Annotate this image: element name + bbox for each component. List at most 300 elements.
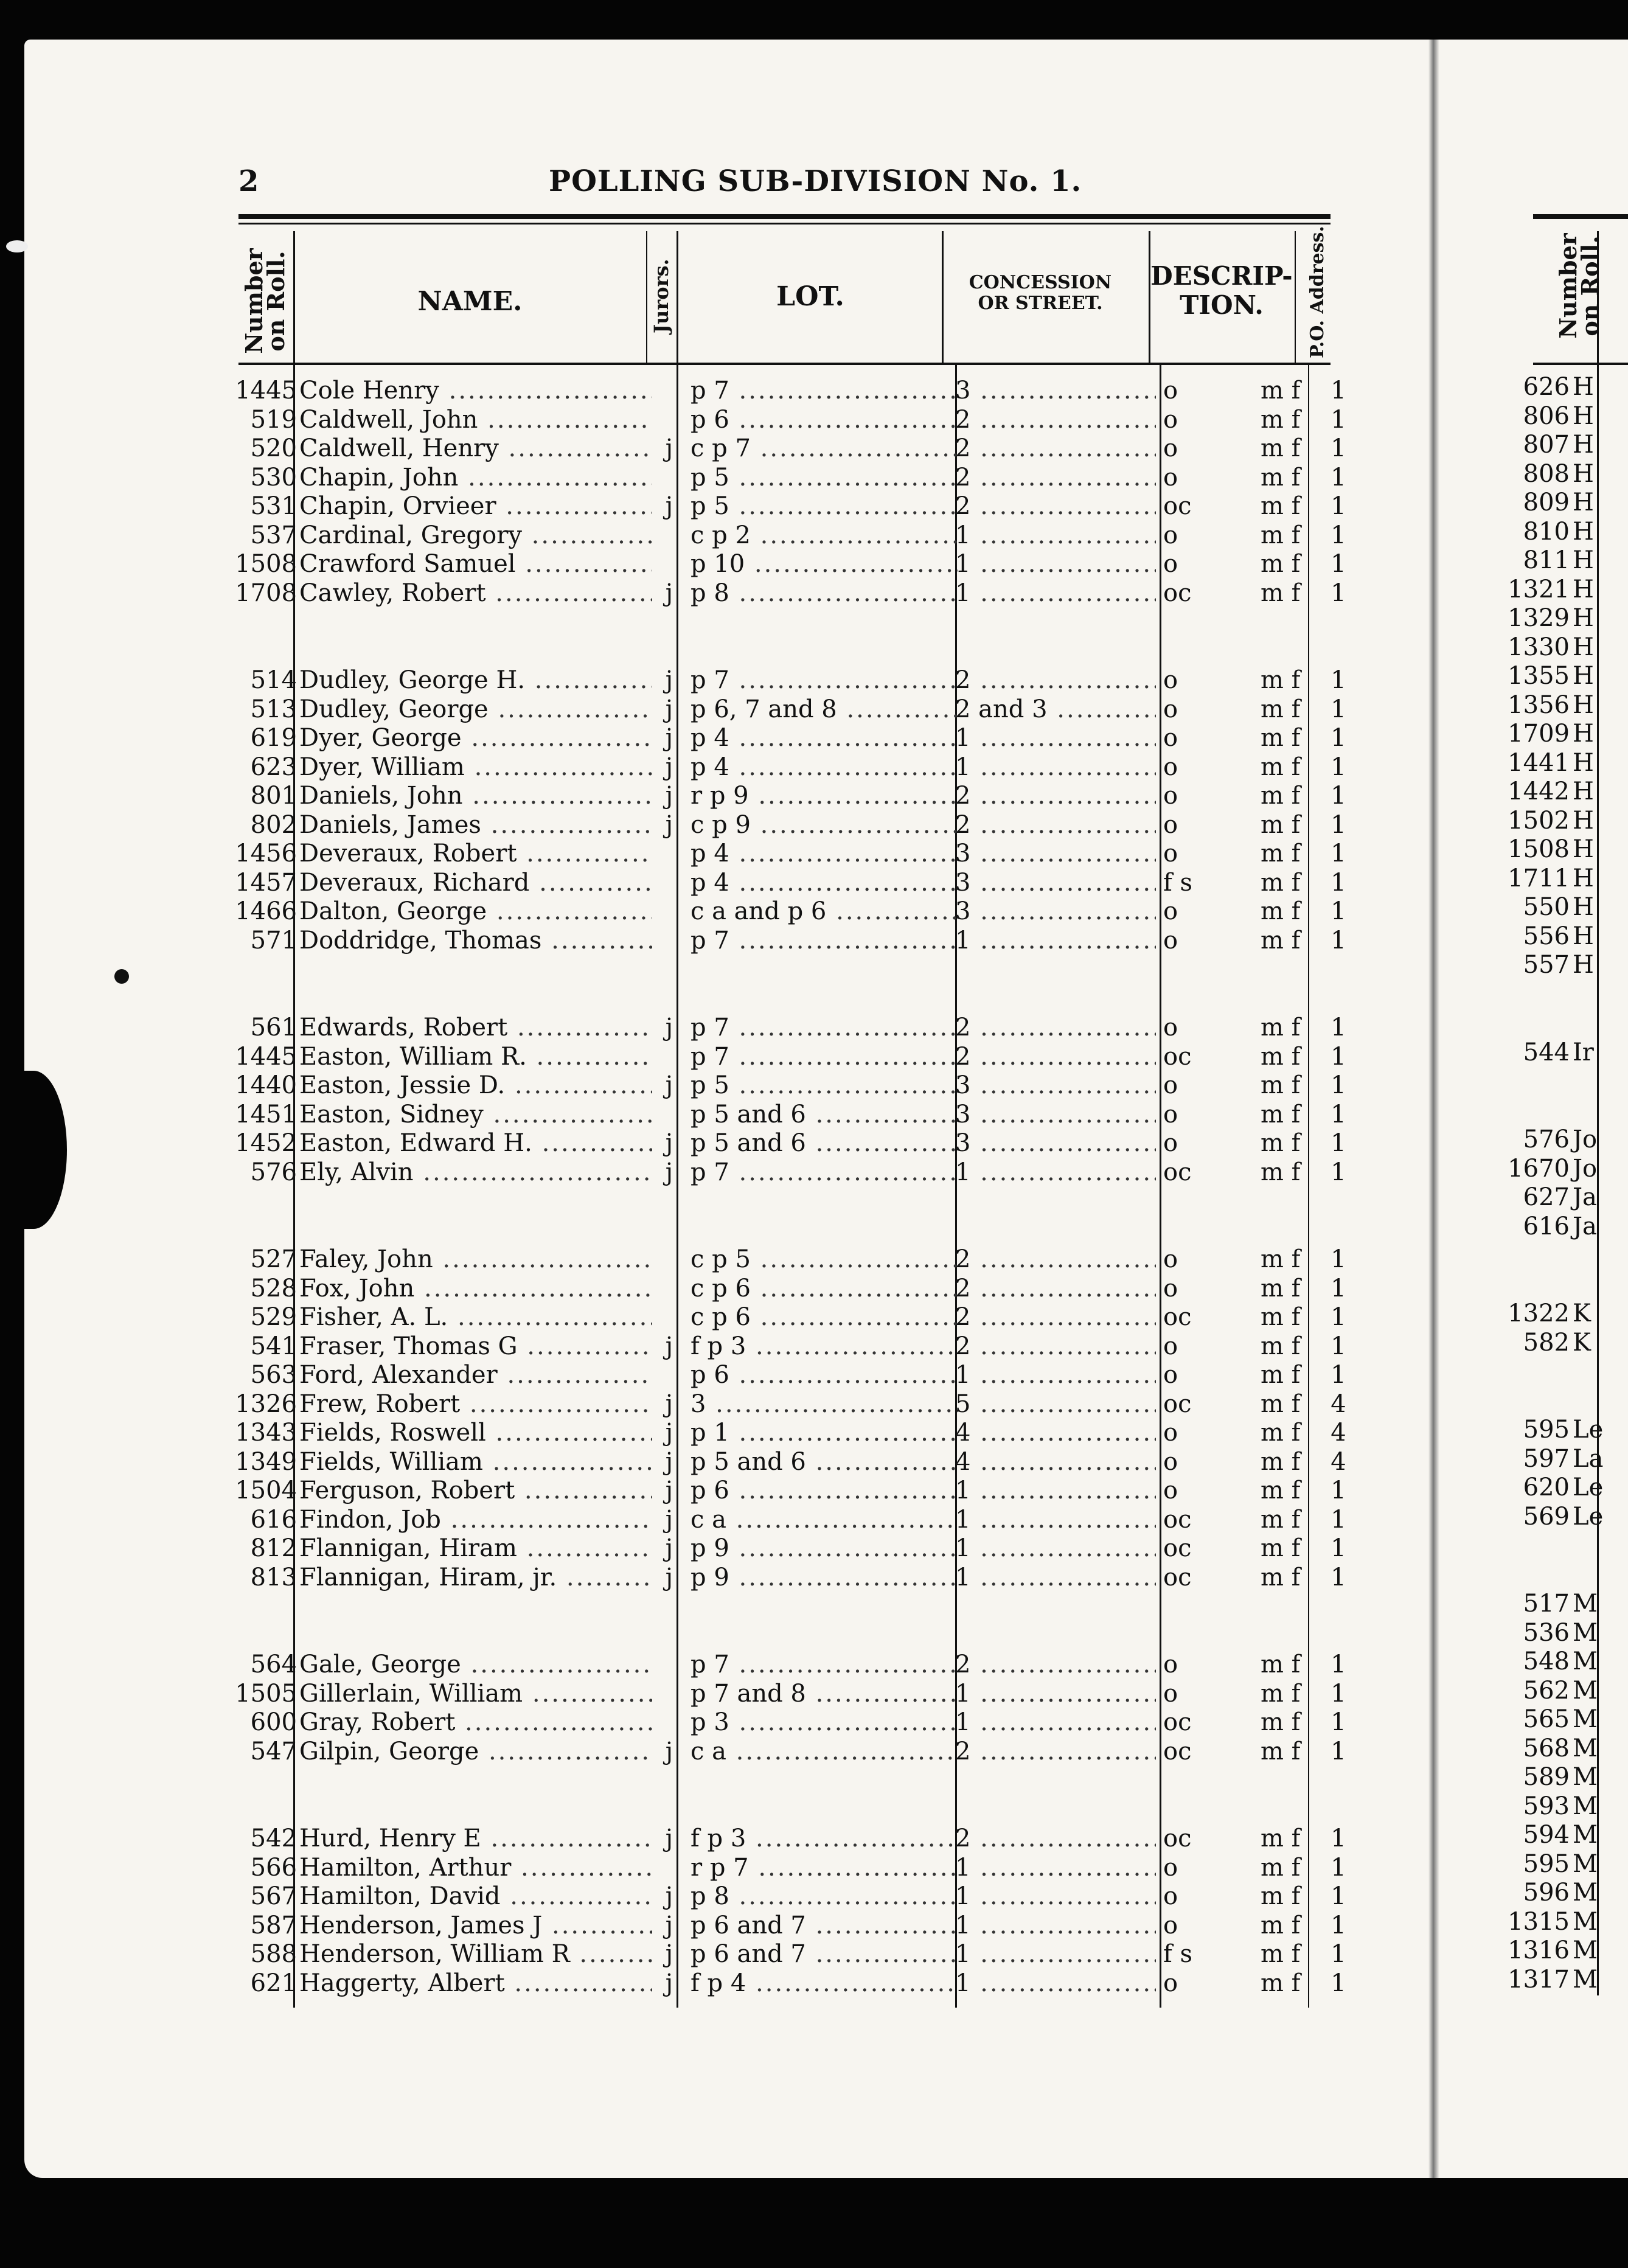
description-mf: m f [1261,1824,1301,1852]
description-code: o [1163,434,1178,462]
lot: c p 6 ..... [691,1303,958,1332]
concession: 1 ..... [955,1679,1156,1708]
po-address: 1 [1331,521,1346,549]
juror-mark: j [665,695,673,723]
description-code: oc [1163,1708,1192,1736]
table-row [0,1939,1399,1969]
description-mf: m f [1261,1737,1301,1765]
roll-number: 595 [1523,1416,1570,1444]
roll-number: 587 [250,1911,297,1939]
description-code: oc [1163,1505,1192,1534]
description-code: o [1163,1245,1178,1273]
table-row [0,1708,1399,1737]
voter-name: Haggerty, Albert ..... [299,1969,652,1998]
po-address: 1 [1331,1071,1346,1099]
roll-number: 548 [1523,1647,1570,1675]
roll-number: 1502 [1508,806,1570,835]
description-code: o [1163,1679,1178,1708]
right-table-row [1436,892,1628,922]
roll-number: 1456 [235,840,297,868]
po-address: 1 [1331,1651,1346,1678]
roll-number: 807 [1523,431,1570,459]
right-table-row [1436,1183,1628,1212]
voter-name: Fields, Roswell ..... [299,1418,652,1447]
po-address: 1 [1331,1824,1346,1852]
roll-number: 1317 [1508,1965,1570,1994]
lot: c p 9 ..... [691,810,958,840]
table-row [0,1013,1399,1042]
juror-mark: j [665,1563,673,1591]
description-mf: m f [1261,782,1301,810]
roll-number: 566 [250,1853,297,1882]
description-mf: m f [1261,1274,1301,1303]
roll-number: 582 [1523,1328,1570,1357]
concession: 1 ..... [955,926,1156,955]
table-row [0,434,1399,463]
voter-name-partial: H [1573,431,1594,459]
description-code: oc [1163,492,1192,520]
juror-mark: j [665,1737,673,1765]
right-table-row [1436,1647,1628,1676]
concession: 2 ..... [955,1824,1156,1853]
lot: p 7 ..... [691,1013,958,1042]
lot: p 6 ..... [691,405,958,434]
voter-name-partial: M [1573,1792,1598,1820]
lot: p 7 ..... [691,1650,958,1679]
lot: c p 6 ..... [691,1274,958,1303]
lot: f p 3 ..... [691,1824,958,1853]
roll-number: 556 [1523,922,1570,950]
voter-name: Deveraux, Robert ..... [299,839,652,868]
voter-name: Easton, Sidney ..... [299,1100,652,1129]
right-table-row [1436,1618,1628,1647]
concession: 1 ..... [955,1853,1156,1882]
concession: 1 ..... [955,1360,1156,1390]
description-code: o [1163,1332,1178,1360]
voter-name: Hamilton, David ..... [299,1882,652,1911]
description-code: o [1163,1911,1178,1939]
roll-number: 801 [250,782,297,810]
voter-name: Frew, Robert ..... [299,1390,652,1419]
voter-name-partial: H [1573,690,1594,719]
col-header-po-address: P.O. Address. [1307,226,1328,358]
voter-name: Deveraux, Richard ..... [299,868,652,897]
voter-name: Fox, John ..... [299,1274,652,1303]
right-table-row [1436,1936,1628,1965]
roll-number: 812 [250,1534,297,1562]
description-mf: m f [1261,897,1301,925]
concession: 3 ..... [955,1100,1156,1129]
lot: c p 5 ..... [691,1245,958,1274]
table-row [0,868,1399,897]
juror-mark: j [665,1940,673,1968]
concession: 1 ..... [955,1534,1156,1563]
right-table-row [1436,1589,1628,1618]
description-code: o [1163,695,1178,723]
roll-number: 597 [1523,1444,1570,1473]
voter-name: Hamilton, Arthur ..... [299,1853,652,1882]
voter-name: Edwards, Robert ..... [299,1013,652,1042]
roll-number: 595 [1523,1849,1570,1878]
po-address: 1 [1331,1158,1346,1186]
po-address: 1 [1331,926,1346,955]
description-mf: m f [1261,1477,1301,1504]
description-mf: m f [1261,1419,1301,1447]
po-address: 1 [1331,550,1346,578]
table-row [0,1505,1399,1534]
roll-number: 1711 [1508,864,1570,892]
right-table-row [1436,1125,1628,1154]
voter-name: Fisher, A. L. ..... [299,1303,652,1332]
description-code: o [1163,897,1178,925]
voter-name-partial: M [1573,1849,1598,1878]
roll-number: 589 [1523,1763,1570,1791]
po-address: 1 [1331,1853,1346,1882]
table-row [0,695,1399,724]
voter-name-partial: H [1573,951,1594,979]
table-row [0,1360,1399,1390]
description-code: o [1163,405,1178,434]
juror-mark: j [665,724,673,752]
voter-name-partial: Ja [1573,1183,1597,1211]
roll-number: 571 [250,926,297,955]
description-code: o [1163,1014,1178,1042]
concession: 2 ..... [955,405,1156,434]
voter-name-partial: K [1573,1299,1591,1327]
voter-name: Flannigan, Hiram, jr. ..... [299,1563,652,1592]
po-address: 1 [1331,492,1346,520]
voter-name-partial: H [1573,546,1594,574]
page-title: POLLING SUB-DIVISION No. 1. [549,164,1082,198]
voter-name-partial: M [1573,1590,1598,1618]
roll-number: 557 [1523,951,1570,979]
roll-number: 1445 [235,1042,297,1071]
table-row [0,1303,1399,1332]
description-mf: m f [1261,521,1301,549]
right-table-row [1436,748,1628,777]
description-code: o [1163,1129,1178,1157]
description-code: o [1163,782,1178,810]
concession: 4 ..... [955,1418,1156,1447]
description-mf: m f [1261,1853,1301,1882]
po-address: 4 [1331,1390,1346,1418]
concession: 3 ..... [955,1129,1156,1158]
roll-number: 621 [250,1969,297,1997]
roll-number: 1349 [235,1447,297,1476]
po-address: 4 [1331,1447,1346,1476]
roll-number: 547 [250,1737,297,1765]
po-address: 1 [1331,1100,1346,1129]
right-table-row [1436,777,1628,806]
right-table-row [1436,1820,1628,1849]
po-address: 1 [1331,1534,1346,1562]
roll-number: 542 [250,1824,297,1852]
table-row [0,1911,1399,1940]
description-code: o [1163,810,1178,839]
voter-name: Dudley, George ..... [299,695,652,724]
roll-number: 1452 [235,1129,297,1157]
concession: 2 ..... [955,1274,1156,1303]
voter-name-partial: M [1573,1734,1598,1762]
right-table-row [1436,1965,1628,1994]
table-row [0,781,1399,810]
right-col-header-number: Number on Roll. [1554,233,1604,339]
po-address: 1 [1331,724,1346,752]
lot: f p 3 ..... [691,1332,958,1361]
right-table-row [1436,1444,1628,1473]
voter-name: Dalton, George ..... [299,897,652,926]
header-rule-thin [238,223,1331,224]
concession: 1 ..... [955,1505,1156,1534]
po-address: 1 [1331,377,1346,405]
lot: p 8 ..... [691,1882,958,1911]
table-row [0,1737,1399,1766]
roll-number: 1670 [1508,1154,1570,1183]
roll-number: 517 [1523,1590,1570,1618]
concession: 1 ..... [955,1158,1156,1187]
juror-mark: j [665,1014,673,1042]
voter-name: Chapin, Orvieer ..... [299,492,652,521]
po-address: 1 [1331,666,1346,694]
roll-number: 1326 [235,1390,297,1418]
concession: 1 ..... [955,579,1156,608]
table-row [0,579,1399,608]
roll-number: 1441 [1508,748,1570,777]
table-row [0,1476,1399,1505]
right-table-row [1436,1502,1628,1531]
concession: 2 ..... [955,1737,1156,1766]
voter-name: Cole Henry ..... [299,376,652,405]
right-table-row [1436,719,1628,748]
right-table-row [1436,517,1628,546]
description-code: o [1163,1274,1178,1303]
description-mf: m f [1261,1563,1301,1591]
col-divider [646,231,647,365]
voter-name: Fraser, Thomas G ..... [299,1332,652,1361]
description-mf: m f [1261,1071,1301,1099]
lot: 3 ..... [691,1390,958,1419]
juror-mark: j [665,1158,673,1186]
right-table-row [1436,402,1628,431]
concession: 3 ..... [955,868,1156,897]
juror-mark: j [665,1071,673,1099]
table-row [0,463,1399,492]
description-code: o [1163,1651,1178,1678]
po-address: 1 [1331,579,1346,607]
roll-number: 1356 [1508,690,1570,719]
roll-number: 813 [250,1563,297,1591]
roll-number: 519 [250,405,297,434]
table-row [0,1418,1399,1447]
voter-name-partial: H [1573,633,1594,661]
roll-number: 1330 [1508,633,1570,661]
description-code: o [1163,1853,1178,1882]
description-code: o [1163,840,1178,868]
lot: p 4 ..... [691,868,958,897]
concession: 5 ..... [955,1390,1156,1419]
voter-name: Faley, John ..... [299,1245,652,1274]
lot: r p 7 ..... [691,1853,958,1882]
po-address: 1 [1331,1361,1346,1389]
po-address: 1 [1331,1477,1346,1504]
description-code: o [1163,1071,1178,1099]
voter-name: Flannigan, Hiram ..... [299,1534,652,1563]
description-mf: m f [1261,579,1301,607]
voter-name-partial: H [1573,489,1594,517]
right-table-row [1436,1878,1628,1907]
voter-name-partial: M [1573,1936,1598,1964]
po-address: 1 [1331,405,1346,434]
concession: 1 ..... [955,1563,1156,1592]
lot: p 6, 7 and 8 ..... [691,695,958,724]
voter-name: Doddridge, Thomas ..... [299,926,652,955]
table-row [0,897,1399,926]
concession: 2 ..... [955,1332,1156,1361]
lot: p 6 ..... [691,1360,958,1390]
po-address: 1 [1331,1303,1346,1331]
roll-number: 1329 [1508,604,1570,632]
description-code: oc [1163,1737,1192,1765]
concession: 3 ..... [955,376,1156,405]
voter-name: Dyer, William ..... [299,753,652,782]
po-address: 1 [1331,753,1346,781]
roll-number: 513 [250,695,297,723]
description-mf: m f [1261,1303,1301,1331]
juror-mark: j [665,1447,673,1476]
description-mf: m f [1261,1129,1301,1157]
concession: 3 ..... [955,897,1156,926]
roll-number: 810 [1523,517,1570,546]
table-row [0,723,1399,753]
voter-name: Henderson, James J ..... [299,1911,652,1940]
right-table-row [1436,1473,1628,1502]
voter-name: Ely, Alvin ..... [299,1158,652,1187]
roll-number: 1442 [1508,777,1570,805]
lot: p 5 ..... [691,463,958,492]
roll-number: 1315 [1508,1907,1570,1936]
voter-name-partial: M [1573,1965,1598,1994]
table-row [0,1969,1399,1998]
voter-name: Cardinal, Gregory ..... [299,521,652,550]
description-code: o [1163,1882,1178,1910]
description-code: o [1163,1447,1178,1476]
right-table-row [1436,430,1628,459]
lot: c p 7 ..... [691,434,958,463]
col-header-description: DESCRIP- TION. [1150,261,1293,320]
po-address: 1 [1331,868,1346,897]
col-divider [1295,231,1296,365]
description-mf: m f [1261,1158,1301,1186]
table-row [0,521,1399,550]
po-address: 1 [1331,1563,1346,1591]
po-address: 1 [1331,810,1346,839]
description-mf: m f [1261,1390,1301,1418]
concession: 2 ..... [955,1042,1156,1071]
right-table-row [1436,372,1628,402]
roll-number: 544 [1523,1038,1570,1066]
description-mf: m f [1261,695,1301,723]
description-mf: m f [1261,868,1301,897]
concession: 1 ..... [955,1882,1156,1911]
voter-name-partial: H [1573,720,1594,748]
voter-name: Dyer, George ..... [299,723,652,753]
roll-number: 564 [250,1651,297,1678]
po-address: 1 [1331,897,1346,925]
lot: p 6 and 7 ..... [691,1911,958,1940]
col-header-number: Number on Roll. [240,248,290,354]
juror-mark: j [665,1969,673,1997]
voter-name-partial: M [1573,1879,1598,1907]
roll-number: 537 [250,521,297,549]
voter-name: Hurd, Henry E ..... [299,1824,652,1853]
table-row [0,1129,1399,1158]
po-address: 1 [1331,1042,1346,1071]
description-code: oc [1163,579,1192,607]
description-mf: m f [1261,926,1301,955]
roll-number: 588 [250,1940,297,1968]
voter-name: Easton, Edward H. ..... [299,1129,652,1158]
po-address: 1 [1331,1274,1346,1303]
roll-number: 569 [1523,1502,1570,1531]
roll-number: 563 [250,1361,297,1389]
right-table-row [1436,1792,1628,1821]
roll-number: 809 [1523,489,1570,517]
table-row [0,1882,1399,1911]
po-address: 1 [1331,1505,1346,1534]
lot: p 7 and 8 ..... [691,1679,958,1708]
lot: p 7 ..... [691,1158,958,1187]
juror-mark: j [665,1911,673,1939]
description-mf: m f [1261,492,1301,520]
description-mf: m f [1261,666,1301,694]
roll-number: 627 [1523,1183,1570,1211]
roll-number: 550 [1523,893,1570,921]
lot: p 6 ..... [691,1476,958,1505]
roll-number: 529 [250,1303,297,1331]
concession: 2 ..... [955,1013,1156,1042]
description-code: o [1163,463,1178,492]
lot: p 9 ..... [691,1534,958,1563]
description-code: oc [1163,1158,1192,1186]
description-code: o [1163,550,1178,578]
description-mf: m f [1261,405,1301,434]
right-table-row [1436,806,1628,835]
roll-number: 619 [250,724,297,752]
voter-name-partial: M [1573,1647,1598,1675]
roll-number: 594 [1523,1821,1570,1849]
concession: 2 ..... [955,1303,1156,1332]
description-mf: m f [1261,1679,1301,1708]
concession: 2 ..... [955,434,1156,463]
voter-name-partial: M [1573,1763,1598,1791]
voter-name-partial: H [1573,575,1594,604]
lot: p 4 ..... [691,753,958,782]
po-address: 1 [1331,1014,1346,1042]
lot: p 5 ..... [691,492,958,521]
table-row [0,1650,1399,1679]
voter-name: Gray, Robert ..... [299,1708,652,1737]
voter-name-partial: H [1573,893,1594,921]
voter-name: Gillerlain, William ..... [299,1679,652,1708]
description-code: o [1163,1419,1178,1447]
table-row [0,1534,1399,1563]
table-row [0,1390,1399,1419]
description-code: o [1163,1969,1178,1997]
roll-number: 530 [250,463,297,492]
description-mf: m f [1261,1245,1301,1273]
concession: 4 ..... [955,1447,1156,1477]
po-address: 1 [1331,1882,1346,1910]
